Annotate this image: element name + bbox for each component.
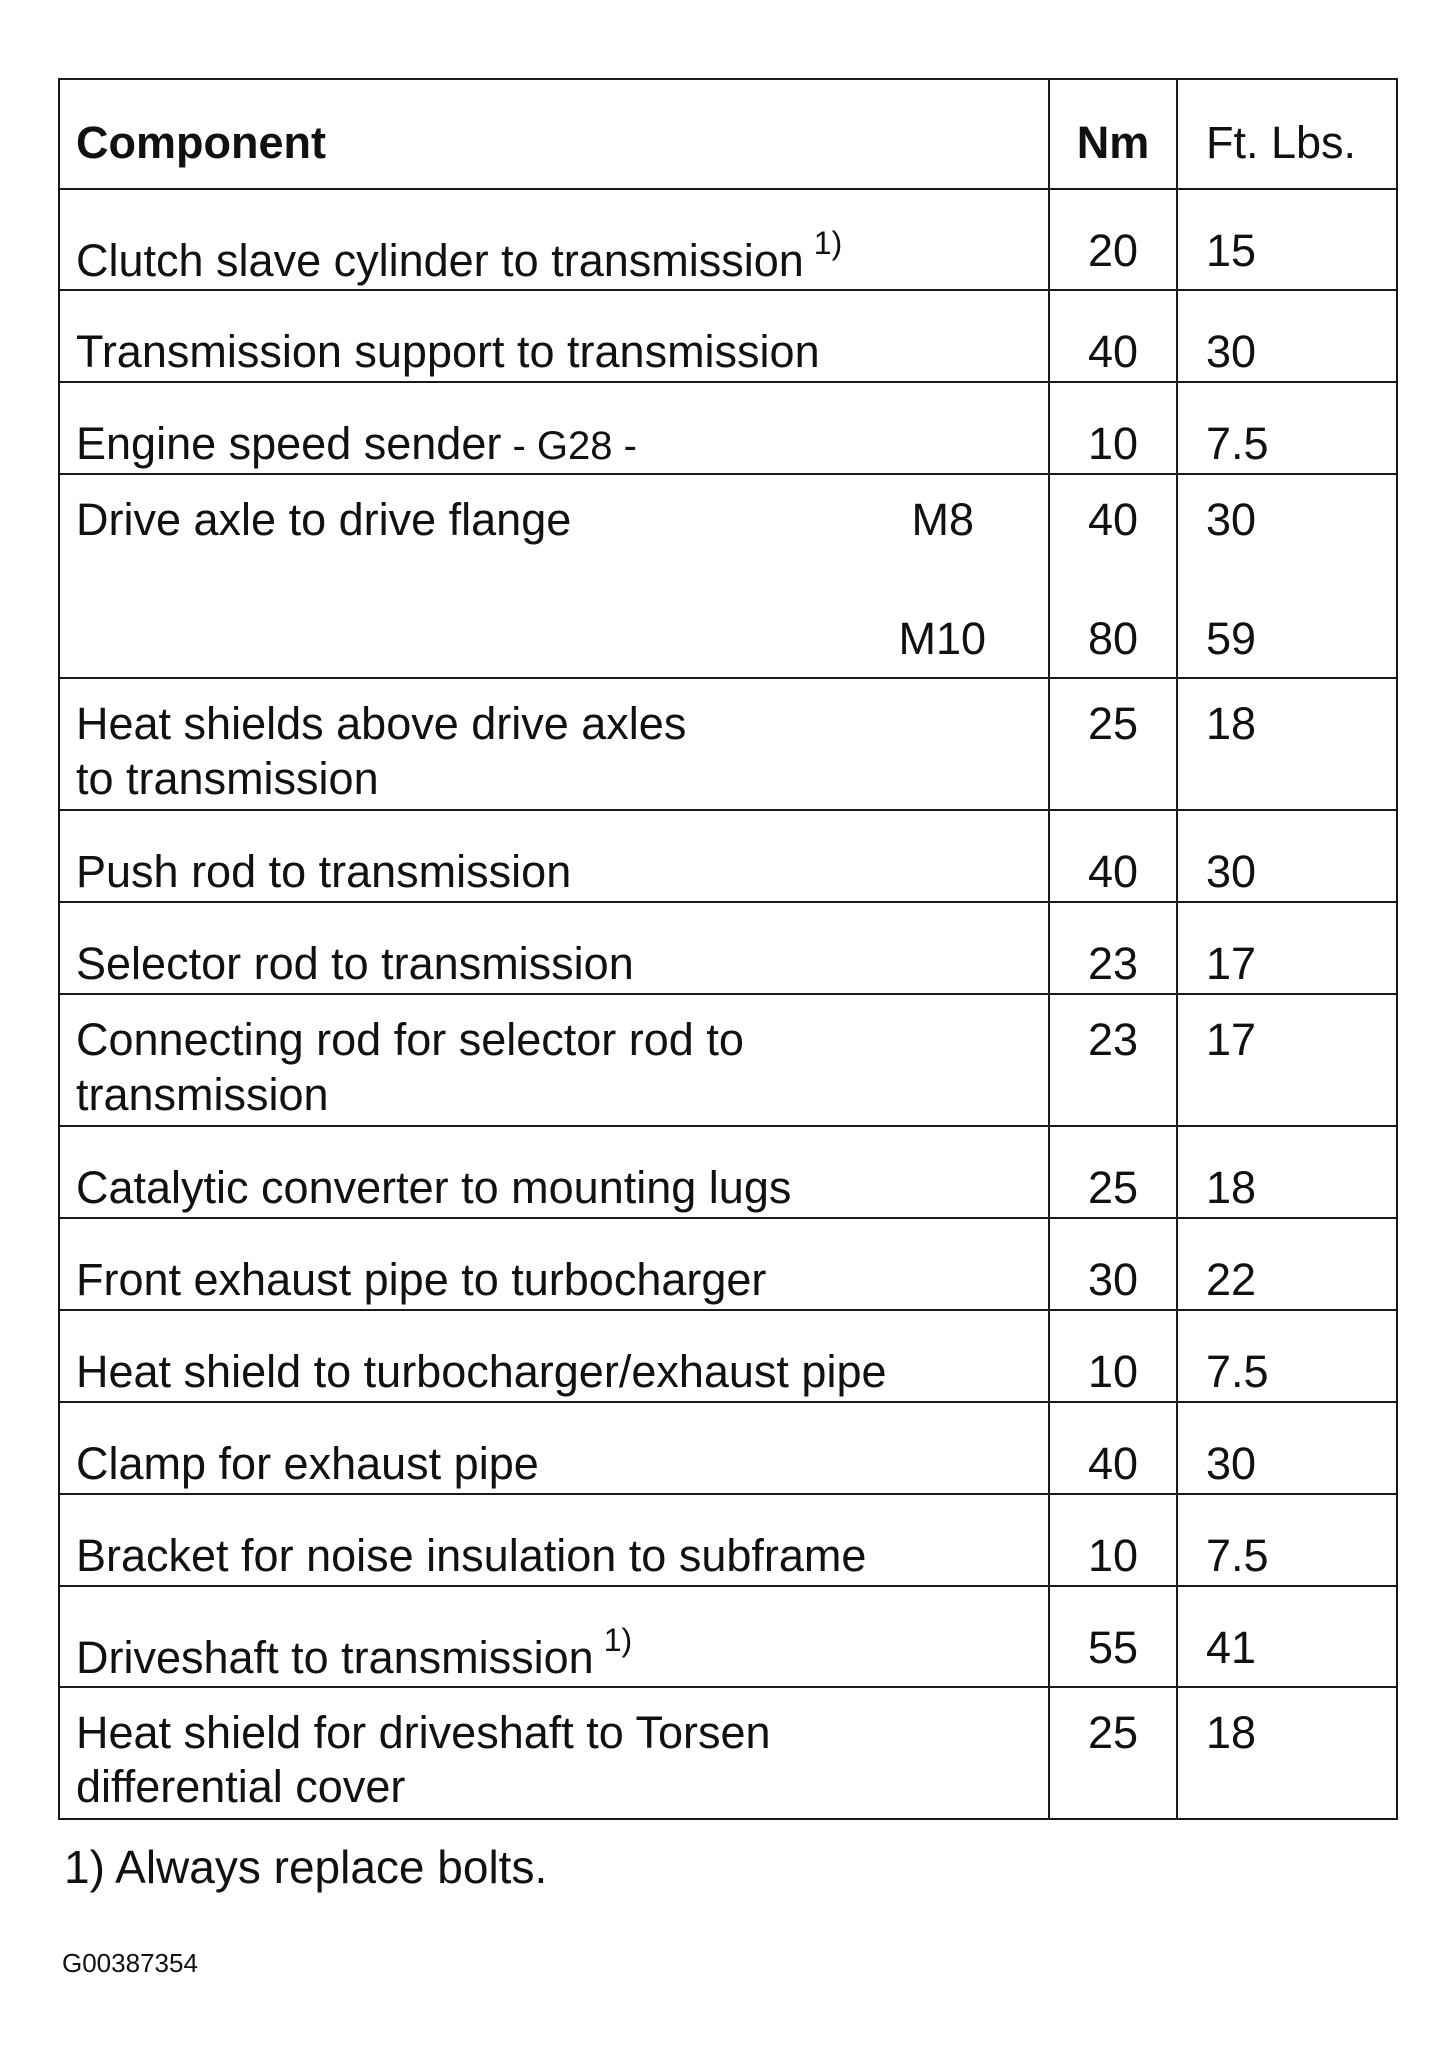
component-cell: Clamp for exhaust pipe [59, 1402, 1049, 1494]
component-cell: Catalytic converter to mounting lugs [59, 1126, 1049, 1218]
component-cell: Bracket for noise insulation to subframe [59, 1494, 1049, 1586]
component-label: Clutch slave cylinder to transmission [76, 235, 804, 286]
ft-lbs-value: 30 [1206, 493, 1257, 545]
component-cell: Push rod to transmission [59, 810, 1049, 902]
component-cell [59, 382, 1049, 474]
component-cell: Selector rod to transmission [59, 902, 1049, 994]
component-cell: Heat shield for driveshaft to Torsen differential cover [59, 1687, 1049, 1819]
ft-lbs-cell: 15 [1177, 189, 1397, 290]
ft-lbs-cell: 18 [1177, 1687, 1397, 1819]
component-cell [59, 189, 1049, 290]
table-row [59, 678, 1397, 810]
table-row [59, 1687, 1397, 1819]
table-row [59, 189, 1397, 290]
component-cell [59, 474, 1049, 678]
ft-lbs-value: 59 [1206, 612, 1257, 664]
footnote-ref: 1) [603, 1621, 633, 1658]
ft-lbs-cell: 30 [1177, 290, 1397, 382]
ft-lbs-cell: 7.5 [1177, 1310, 1397, 1402]
component-cell [59, 1586, 1049, 1687]
bolt-size: M8 [911, 493, 974, 545]
table-row [59, 1218, 1397, 1310]
nm-cell [1049, 474, 1177, 678]
nm-cell: 30 [1049, 1218, 1177, 1310]
nm-cell: 55 [1049, 1586, 1177, 1687]
header-row [59, 79, 1397, 189]
torque-spec-table [58, 78, 1398, 1820]
table-row [59, 810, 1397, 902]
nm-value: 40 [1087, 493, 1139, 545]
nm-cell: 40 [1049, 1402, 1177, 1494]
nm-cell: 40 [1049, 810, 1177, 902]
header-component: Component [59, 79, 1049, 189]
table-row [59, 290, 1397, 382]
ft-lbs-cell: 22 [1177, 1218, 1397, 1310]
footnote-text: 1) Always replace bolts. [64, 1841, 548, 1893]
nm-value: 80 [1087, 612, 1139, 664]
ft-lbs-cell [1177, 474, 1397, 678]
footnote-ref: 1) [813, 225, 843, 261]
component-label: Drive axle to drive flange [76, 493, 572, 545]
table-row [59, 902, 1397, 994]
nm-cell: 25 [1049, 1126, 1177, 1218]
table-row [59, 994, 1397, 1126]
table-row [59, 1126, 1397, 1218]
table-row [59, 1494, 1397, 1586]
nm-cell: 23 [1049, 902, 1177, 994]
ft-lbs-cell: 17 [1177, 994, 1397, 1126]
header-ft-lbs: Ft. Lbs. [1177, 79, 1397, 189]
component-cell: Transmission support to transmission [59, 290, 1049, 382]
ft-lbs-cell: 18 [1177, 1126, 1397, 1218]
ft-lbs-cell: 30 [1177, 810, 1397, 902]
ft-lbs-cell: 41 [1177, 1586, 1397, 1687]
nm-cell: 20 [1049, 189, 1177, 290]
part-code: - G28 - [501, 423, 637, 468]
ft-lbs-cell: 7.5 [1177, 382, 1397, 474]
ft-lbs-cell: 18 [1177, 678, 1397, 810]
nm-cell: 10 [1049, 1310, 1177, 1402]
table-row [59, 382, 1397, 474]
ft-lbs-cell: 30 [1177, 1402, 1397, 1494]
nm-cell: 40 [1049, 290, 1177, 382]
nm-cell: 25 [1049, 678, 1177, 810]
component-label: Engine speed sender [76, 417, 502, 469]
ft-lbs-cell: 17 [1177, 902, 1397, 994]
component-label: Driveshaft to transmission [76, 1631, 594, 1683]
nm-cell: 25 [1049, 1687, 1177, 1819]
component-cell: Heat shield to turbocharger/exhaust pipe [59, 1310, 1049, 1402]
ft-lbs-cell: 7.5 [1177, 1494, 1397, 1586]
bolt-size: M10 [898, 612, 986, 664]
nm-cell: 10 [1049, 1494, 1177, 1586]
table-row [59, 1402, 1397, 1494]
table-row [59, 1586, 1397, 1687]
table-row [59, 1310, 1397, 1402]
nm-cell: 10 [1049, 382, 1177, 474]
nm-cell: 23 [1049, 994, 1177, 1126]
component-cell: Front exhaust pipe to turbocharger [59, 1218, 1049, 1310]
table-row [59, 474, 1397, 678]
component-cell: Connecting rod for selector rod to transmission [59, 994, 1049, 1126]
component-cell: Heat shields above drive axles to transmission [59, 678, 1049, 810]
figure-id: G00387354 [62, 1948, 198, 1978]
header-nm: Nm [1049, 79, 1177, 189]
